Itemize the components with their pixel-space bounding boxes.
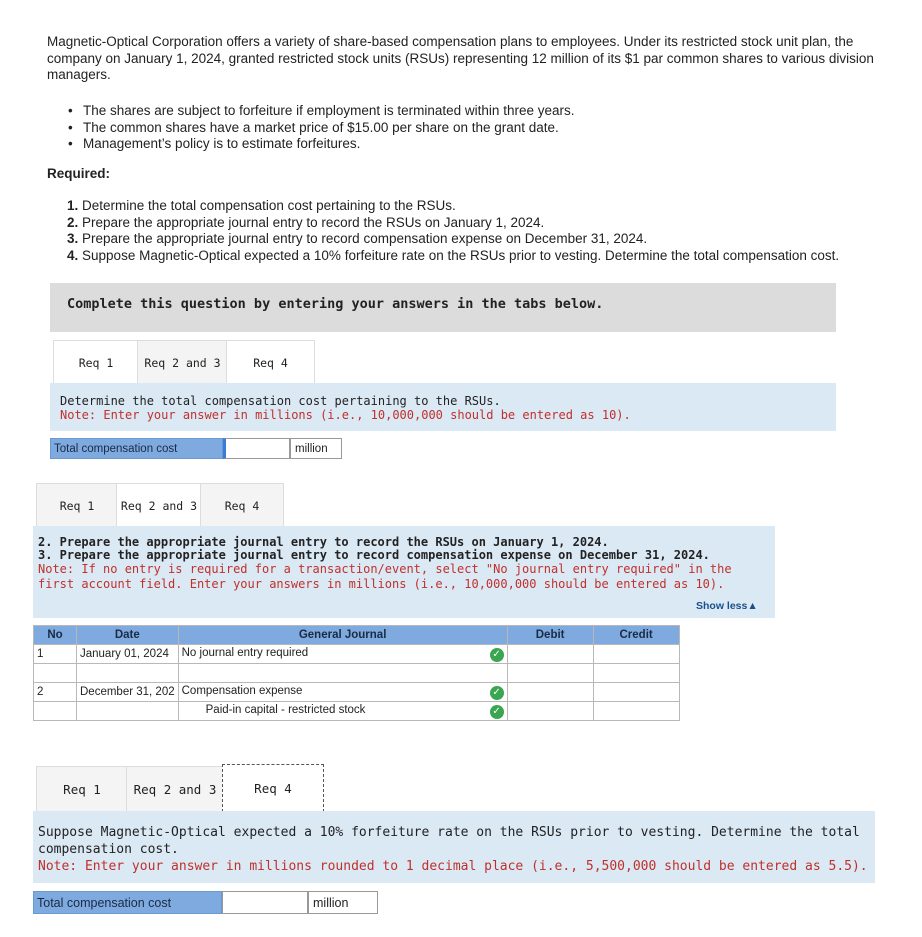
requirement-item: 2. Prepare the appropriate journal entry to record the RSUs on January 1, 2024. [67, 214, 545, 230]
required-heading: Required: [47, 166, 111, 181]
req4-note: Note: Enter your answer in millions rounded to 1 decimal place (i.e., 5,500,000 should be entered as 5.5). [38, 859, 868, 874]
req23-instructions-panel [33, 526, 775, 618]
req4-instruction: Suppose Magnetic-Optical expected a 10% forfeiture rate on the RSUs prior to vesting. Determine the total compensation cost. [38, 825, 860, 857]
table-row [34, 645, 680, 664]
header-credit: Credit [593, 626, 679, 645]
journal-header-row [34, 626, 680, 645]
show-less-link[interactable]: Show less▲ [696, 600, 758, 612]
req1-instructions-panel [50, 383, 836, 431]
req1-note: Note: Enter your answer in millions (i.e., 10,000,000 should be entered as 10). [60, 408, 631, 422]
account-cell[interactable]: Paid-in capital - restricted stock ✓ [178, 702, 507, 721]
bullet-item: • The common shares have a market price of $15.00 per share on the grant date. [65, 120, 574, 137]
requirement-item: 1. Determine the total compensation cost pertaining to the RSUs. [67, 198, 456, 213]
debit-cell[interactable] [507, 645, 593, 664]
tab-req2and3[interactable]: Req 2 and 3 [137, 340, 228, 384]
req1-compensation-input[interactable] [223, 438, 290, 459]
credit-cell[interactable] [593, 702, 679, 721]
header-date: Date [77, 626, 179, 645]
date-cell[interactable] [77, 702, 179, 721]
date-cell[interactable]: January 01, 2024 [77, 645, 179, 664]
debit-cell[interactable] [507, 702, 593, 721]
row-number [34, 702, 77, 721]
intro-paragraph: Magnetic-Optical Corporation offers a variety of share-based compensation plans to employees. Under its restricted stock unit plan, the company on January 1, 2024, granted restricted stock units (RSUs) representing 12 million of its $1 par common shares to various division managers. [47, 34, 874, 82]
check-icon: ✓ [490, 686, 504, 700]
req4-compensation-input[interactable] [222, 891, 308, 914]
banner-text: Complete this question by entering your answers in the tabs below. [67, 296, 604, 312]
req4-field-label: Total compensation cost [33, 891, 222, 914]
requirements-list [67, 198, 839, 264]
req1-field-label: Total compensation cost [50, 438, 223, 459]
header-no: No [34, 626, 77, 645]
requirement-item: 3. Prepare the appropriate journal entry to record compensation expense on December 31, 2024. [67, 231, 648, 246]
row-number: 2 [34, 683, 77, 702]
instructions-banner [50, 283, 836, 332]
date-cell[interactable]: December 31, 202 [77, 683, 179, 702]
table-row [34, 702, 680, 721]
row-number: 1 [34, 645, 77, 664]
req1-unit-label: million [290, 438, 342, 459]
requirement-item: 4. Suppose Magnetic-Optical expected a 10% forfeiture rate on the RSUs prior to vesting. Determine the total compensation cost. [67, 247, 840, 263]
req3-instruction: 3. Prepare the appropriate journal entry to record compensation expense on December 31, 2024. [38, 548, 710, 562]
req23-note: Note: If no entry is required for a transaction/event, select "No journal entry required" in the first account field. Enter your answers in millions (i.e., 10,000,000 should be entered as 10). [38, 562, 732, 591]
req2-instruction: 2. Prepare the appropriate journal entry to record the RSUs on January 1, 2024. [38, 535, 609, 549]
req4-instructions-panel [33, 811, 875, 883]
tab-req2and3[interactable]: Req 2 and 3 [126, 766, 224, 812]
req4-unit-label: million [308, 891, 378, 914]
header-general-journal: General Journal [178, 626, 507, 645]
table-row [34, 683, 680, 702]
debit-cell[interactable] [507, 683, 593, 702]
bullet-item: • The shares are subject to forfeiture if employment is terminated within three years. [65, 103, 574, 120]
credit-cell[interactable] [593, 645, 679, 664]
tab-req1[interactable]: Req 1 [53, 340, 139, 384]
req1-instruction: Determine the total compensation cost pertaining to the RSUs. [60, 394, 501, 408]
check-icon: ✓ [490, 648, 504, 662]
tab-req1[interactable]: Req 1 [36, 483, 118, 527]
credit-cell[interactable] [593, 683, 679, 702]
account-cell[interactable]: Compensation expense ✓ [178, 683, 507, 702]
table-row [34, 664, 680, 683]
check-icon: ✓ [490, 705, 504, 719]
tab-req4[interactable]: Req 4 [200, 483, 284, 527]
tab-req2and3[interactable]: Req 2 and 3 [116, 483, 202, 527]
account-cell[interactable]: No journal entry required ✓ [178, 645, 507, 664]
tab-req4-active[interactable]: Req 4 [222, 764, 324, 812]
journal-table [33, 625, 680, 721]
header-debit: Debit [507, 626, 593, 645]
bullet-list [65, 103, 574, 153]
tab-req4[interactable]: Req 4 [226, 340, 315, 384]
bullet-item: • Management’s policy is to estimate forfeitures. [65, 136, 574, 153]
tab-req1[interactable]: Req 1 [36, 766, 128, 812]
